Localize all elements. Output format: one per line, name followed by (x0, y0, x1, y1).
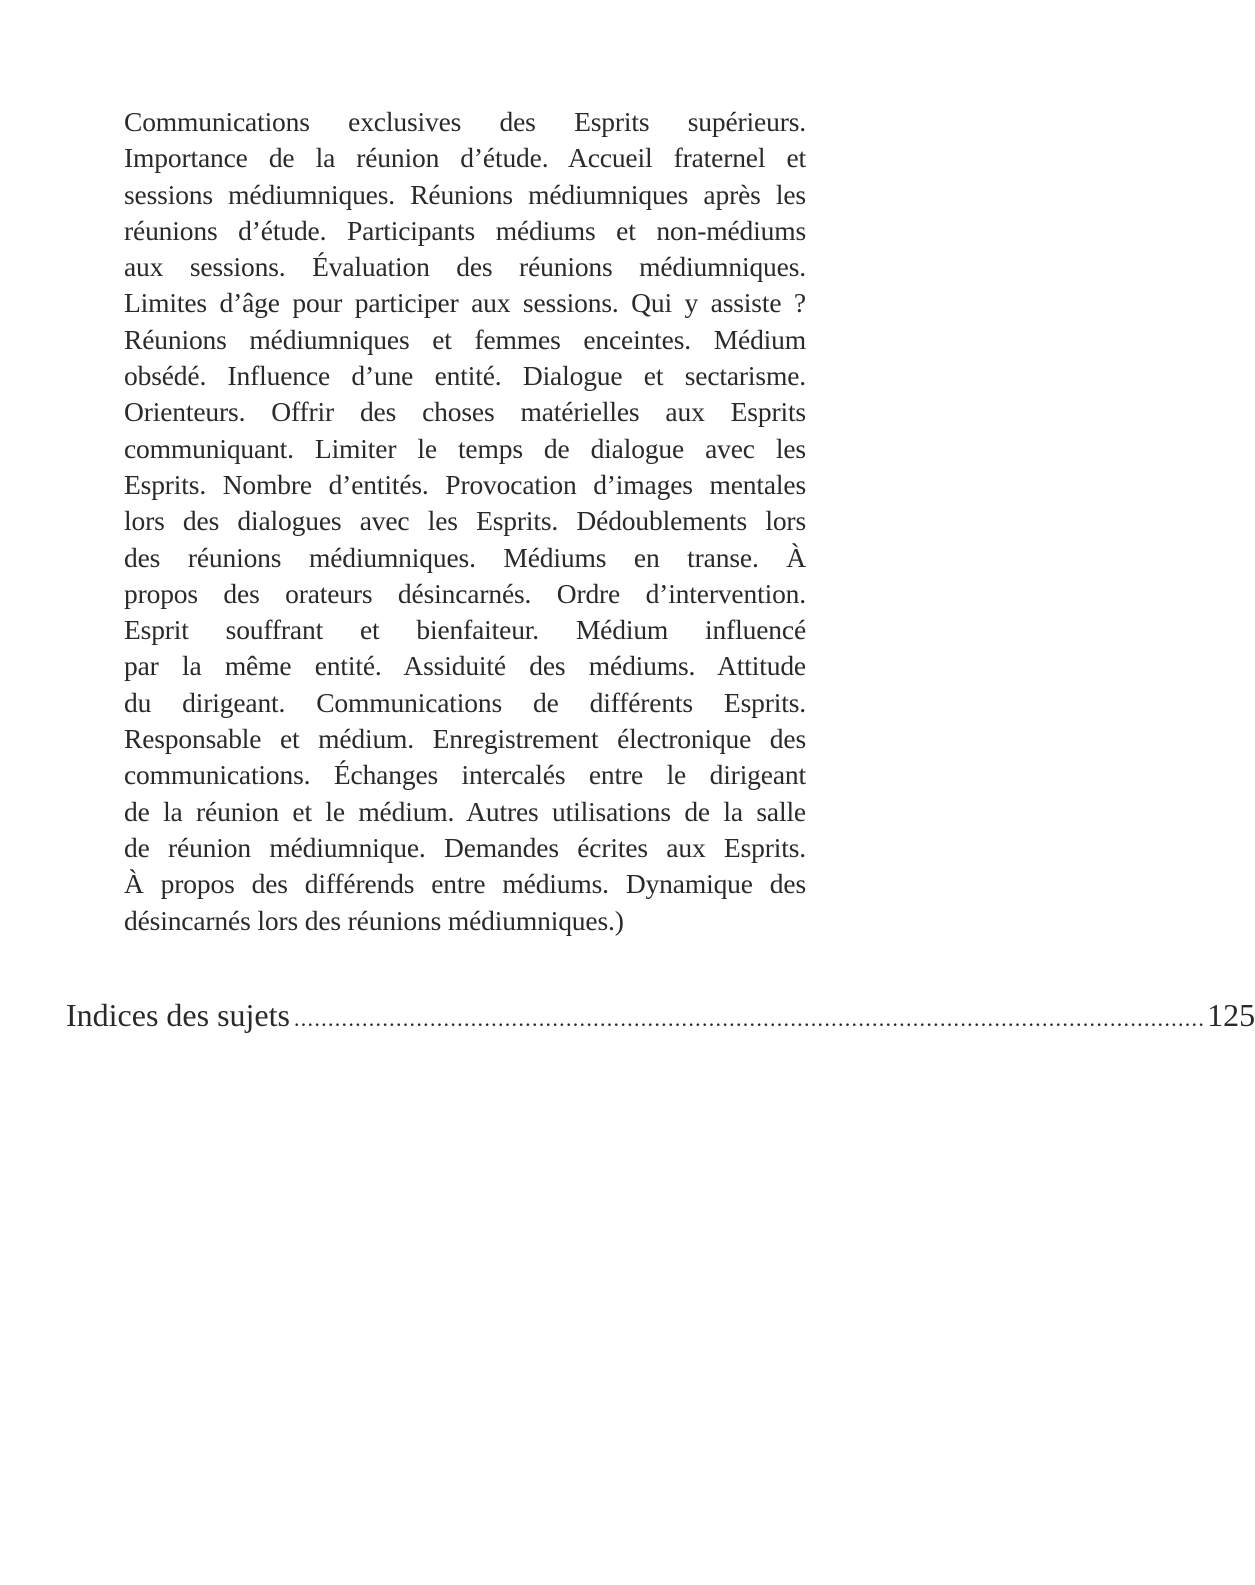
summary-line: communiquant. Limiter le temps de dialogue avec les (124, 432, 806, 464)
summary-line: Importance de la réunion d’étude. Accueil fraternel et (124, 142, 806, 174)
summary-line: propos des orateurs désincarnés. Ordre d’intervention. (124, 577, 806, 609)
summary-line: Communications exclusives des Esprits supérieurs. (124, 106, 806, 137)
summary-line: Réunions médiumniques et femmes enceintes. Médium (124, 323, 806, 355)
summary-line: Esprits. Nombre d’entités. Provocation d’images mentales (124, 468, 806, 500)
summary-line: désincarnés lors des réunions médiumniques.) (124, 904, 624, 936)
summary-line: des réunions médiumniques. Médiums en transe. À (124, 541, 806, 573)
toc-entry-title: Indices des sujets (66, 997, 290, 1033)
summary-line: réunions d’étude. Participants médiums et non-médiums (124, 214, 806, 246)
summary-line: obsédé. Influence d’une entité. Dialogue et sectarisme. (124, 360, 806, 392)
summary-line: de la réunion et le médium. Autres utilisations de la salle (124, 795, 806, 827)
summary-line: aux sessions. Évaluation des réunions médiumniques. (124, 251, 806, 283)
summary-line: du dirigeant. Communications de différents Esprits. (124, 686, 806, 718)
summary-line: par la même entité. Assiduité des médiums. Attitude (124, 650, 806, 682)
summary-line: de réunion médiumnique. Demandes écrites aux Esprits. (124, 831, 806, 863)
summary-line: sessions médiumniques. Réunions médiumniques après les (124, 178, 806, 210)
summary-line: À propos des différends entre médiums. Dynamique des (124, 868, 806, 900)
summary-line: lors des dialogues avec les Esprits. Dédoublements lors (124, 505, 806, 537)
chapter-summary-paragraph (124, 104, 806, 939)
summary-line: Orienteurs. Offrir des choses matérielles aux Esprits (124, 396, 806, 428)
summary-line: communications. Échanges intercalés entre le dirigeant (124, 759, 806, 791)
summary-line: Esprit souffrant et bienfaiteur. Médium influencé (124, 614, 806, 646)
summary-line: Limites d’âge pour participer aux sessions. Qui y assiste ? (124, 287, 806, 319)
toc-page-number: 125 (1207, 997, 1255, 1033)
summary-line: Responsable et médium. Enregistrement électronique des (124, 723, 806, 755)
toc-dot-leader: ...................................................................................................................................... (293, 1006, 1206, 1031)
toc-entry-indices[interactable] (66, 993, 1255, 1037)
